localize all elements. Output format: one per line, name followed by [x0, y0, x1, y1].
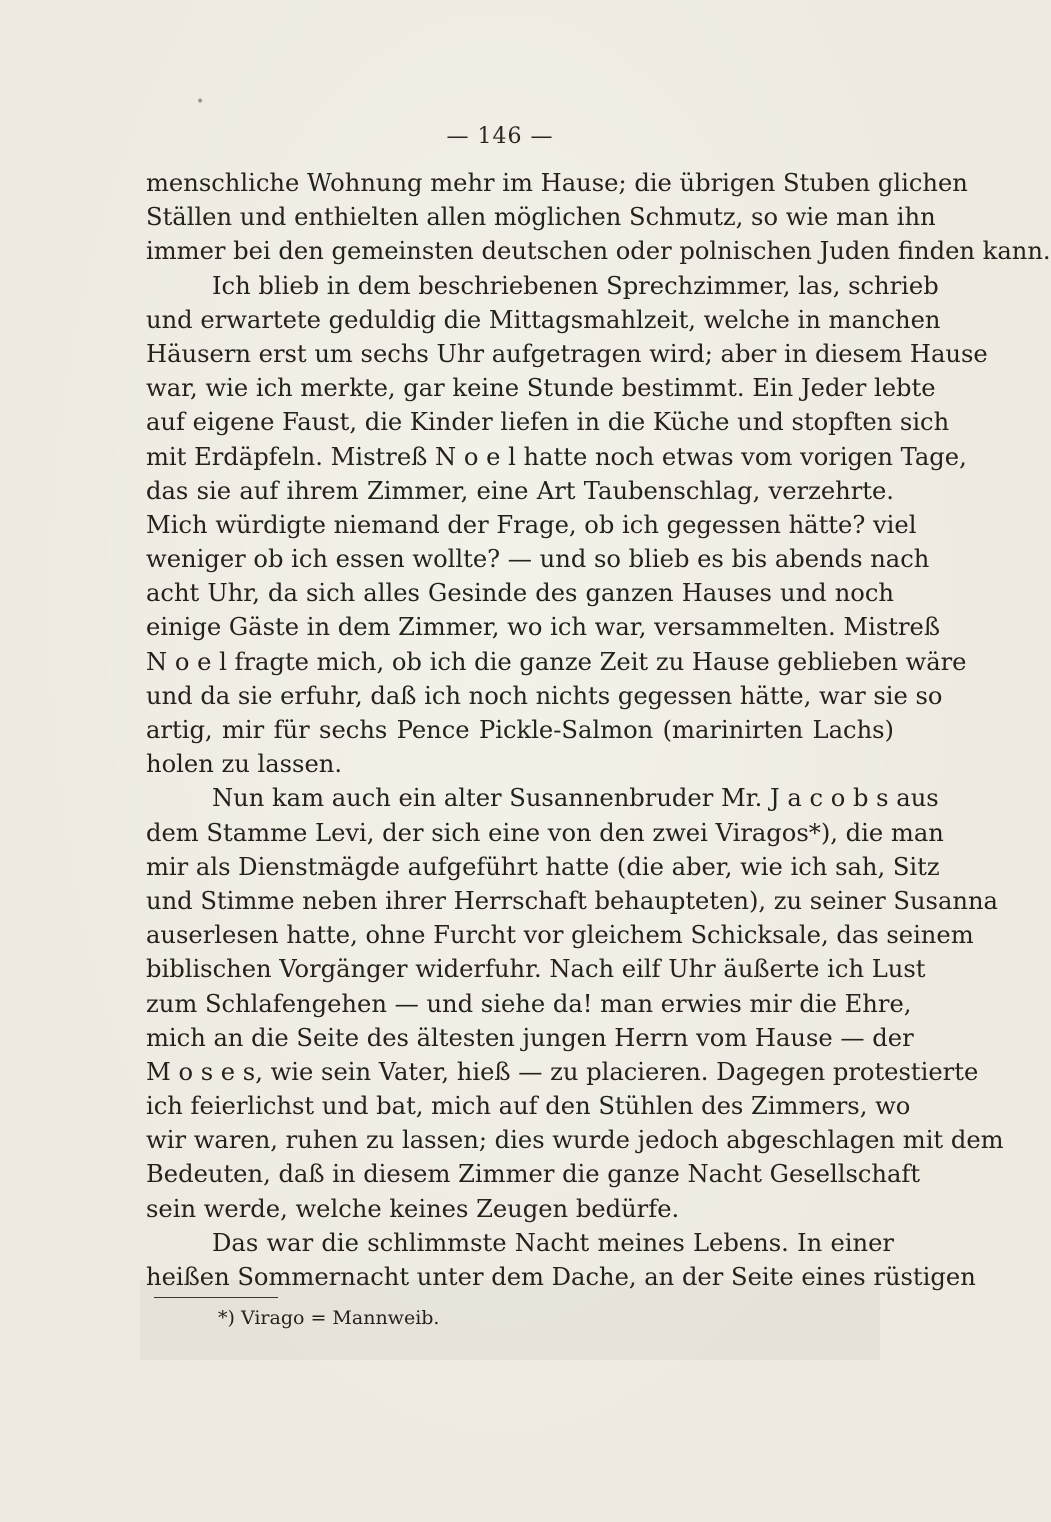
text-line: auf eigene Faust, die Kinder liefen in die Küche und stopften sich — [146, 408, 950, 437]
text-line: sein werde, welche keines Zeugen bedürfe. — [146, 1194, 680, 1223]
page-speck: • — [196, 94, 205, 110]
text-line: menschliche Wohnung mehr im Hause; die übrigen Stuben glichen — [146, 169, 968, 197]
text-line: und erwartete geduldig die Mittagsmahlzeit, welche in manchen — [146, 305, 941, 334]
text-line: mir als Dienstmägde aufgeführt hatte (die aber, wie ich sah, Sitz — [146, 852, 940, 881]
text-line: Das war die schlimmste Nacht meines Lebens. In einer — [212, 1228, 894, 1257]
text-line: biblischen Vorgänger widerfuhr. Nach eilf Uhr äußerte ich Lust — [146, 955, 926, 984]
text-line: Bedeuten, daß in diesem Zimmer die ganze Nacht Gesellschaft — [146, 1160, 921, 1189]
text-line: mit Erdäpfeln. Mistreß N o e l hatte noch etwas vom vorigen Tage, — [146, 442, 967, 471]
text-line: acht Uhr, da sich alles Gesinde des ganzen Hauses und noch — [146, 579, 894, 608]
text-line: M o s e s, wie sein Vater, hieß — zu placieren. Dagegen protestierte — [146, 1057, 979, 1086]
text-line: auserlesen hatte, ohne Furcht vor gleichem Schicksale, das seinem — [146, 921, 974, 950]
text-line: heißen Sommernacht unter dem Dache, an der Seite eines rüstigen — [146, 1263, 976, 1291]
text-line: dem Stamme Levi, der sich eine von den zwei Viragos*), die man — [146, 818, 944, 847]
text-line: und Stimme neben ihrer Herrschaft behaupteten), zu seiner Susanna — [146, 886, 998, 915]
text-line: und da sie erfuhr, daß ich noch nichts gegessen hätte, war sie so — [146, 681, 943, 710]
footnote: *) Virago = Mannweib. — [218, 1307, 440, 1329]
text-line: ich feierlichst und bat, mich auf den Stühlen des Zimmers, wo — [146, 1092, 911, 1121]
text-line: immer bei den gemeinsten deutschen oder polnischen Juden finden kann. — [146, 237, 1051, 266]
text-line: artig, mir für sechs Pence Pickle-Salmon (marinirten Lachs) — [146, 716, 894, 744]
text-line: Ich blieb in dem beschriebenen Sprechzimmer, las, schrieb — [212, 271, 939, 300]
text-line: Nun kam auch ein alter Susannenbruder Mr. J a c o b s aus — [212, 784, 939, 813]
text-line: wir waren, ruhen zu lassen; dies wurde jedoch abgeschlagen mit dem — [146, 1126, 1004, 1155]
text-line: holen zu lassen. — [146, 750, 343, 779]
text-line: Häusern erst um sechs Uhr aufgetragen wird; aber in diesem Hause — [146, 339, 988, 368]
text-line: weniger ob ich essen wollte? — und so blieb es bis abends nach — [146, 545, 930, 574]
text-line: einige Gäste in dem Zimmer, wo ich war, versammelten. Mistreß — [146, 613, 941, 642]
text-line: Mich würdigte niemand der Frage, ob ich gegessen hätte? viel — [146, 510, 917, 539]
text-line: N o e l fragte mich, ob ich die ganze Zeit zu Hause geblieben wäre — [146, 647, 967, 676]
text-line: war, wie ich merkte, gar keine Stunde bestimmt. Ein Jeder lebte — [146, 374, 936, 403]
text-line: Ställen und enthielten allen möglichen Schmutz, so wie man ihn — [146, 203, 936, 232]
text-line: das sie auf ihrem Zimmer, eine Art Taubenschlag, verzehrte. — [146, 476, 894, 505]
text-line: mich an die Seite des ältesten jungen Herrn vom Hause — der — [146, 1023, 914, 1052]
page-number: — 146 — — [446, 124, 554, 149]
body-text — [146, 166, 1051, 1294]
footnote-divider — [154, 1297, 278, 1298]
text-line: zum Schlafengehen — und siehe da! man erwies mir die Ehre, — [146, 989, 912, 1018]
